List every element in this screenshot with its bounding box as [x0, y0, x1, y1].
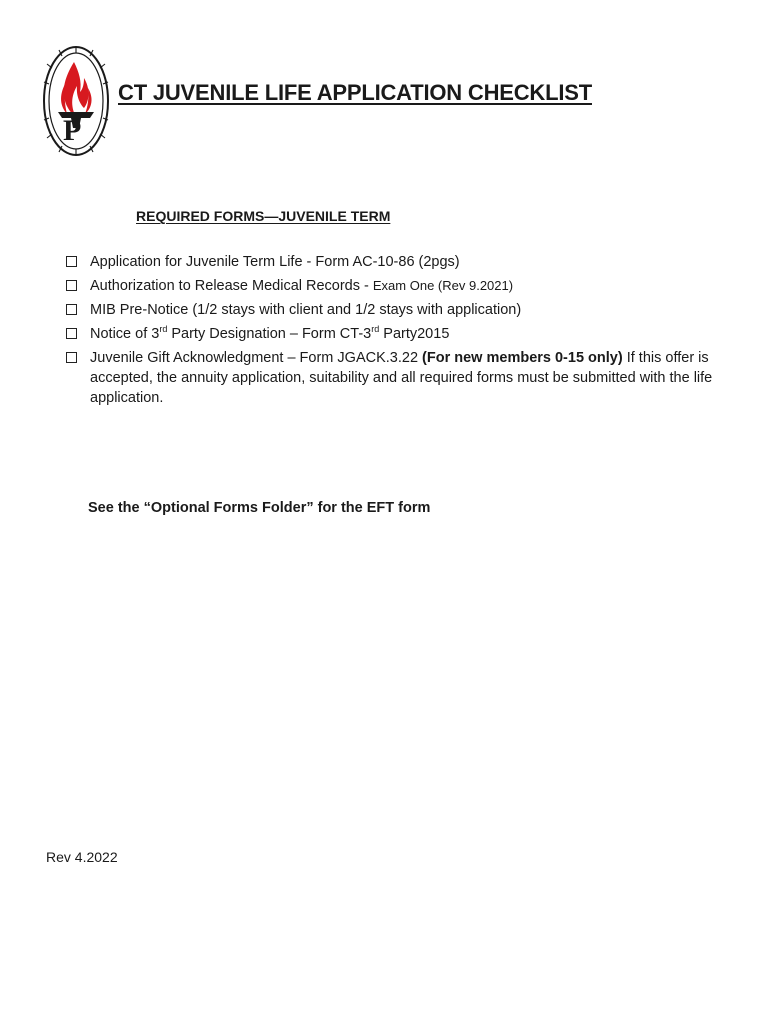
ordinal-superscript: rd — [159, 324, 168, 334]
item-text — [90, 348, 726, 408]
list-item — [66, 300, 726, 320]
checkbox-medical-records-authorization[interactable] — [66, 280, 77, 291]
required-forms-list — [66, 252, 726, 412]
checkbox-mib-pre-notice[interactable] — [66, 304, 77, 315]
item-text-part: If this offer is accepted, the annuity application, suitability and all required forms must be submitted with the life application. — [90, 350, 713, 406]
item-text-main: Authorization to Release Medical Records - — [90, 278, 373, 294]
item-text-small: Exam One (Rev 9.2021) — [372, 278, 514, 293]
list-item — [66, 252, 726, 272]
item-text-emphasis: (For new members 0-15 only) — [422, 350, 623, 366]
revision-date: Rev 4.2022 — [46, 849, 118, 865]
item-text: MIB Pre-Notice (1/2 stays with client and 1/2 stays with application) — [90, 302, 522, 318]
item-text — [90, 276, 726, 296]
item-text-part: Party Designation – Form CT-3 — [167, 326, 372, 342]
list-item — [66, 324, 726, 344]
section-heading: REQUIRED FORMS—JUVENILE TERM — [136, 208, 391, 224]
checkbox-third-party-designation[interactable] — [66, 328, 77, 339]
flame-torch-emblem-icon — [40, 44, 112, 158]
optional-forms-note: See the “Optional Forms Folder” for the EFT form — [88, 500, 431, 516]
item-text-part: Notice of 3 — [90, 326, 160, 342]
page-title: CT JUVENILE LIFE APPLICATION CHECKLIST — [118, 80, 592, 105]
item-text-part: Party2015 — [379, 326, 450, 342]
ordinal-superscript: rd — [371, 324, 380, 334]
item-text: Application for Juvenile Term Life - Form AC-10-86 (2pgs) — [90, 254, 460, 270]
item-text-part: Juvenile Gift Acknowledgment – Form JGACK.3.22 — [90, 350, 423, 366]
item-text — [90, 324, 726, 344]
logo-letter: P — [63, 114, 82, 147]
list-item — [66, 348, 726, 408]
list-item — [66, 276, 726, 296]
checkbox-juvenile-term-application[interactable] — [66, 256, 77, 267]
checkbox-juvenile-gift-acknowledgment[interactable] — [66, 352, 77, 363]
